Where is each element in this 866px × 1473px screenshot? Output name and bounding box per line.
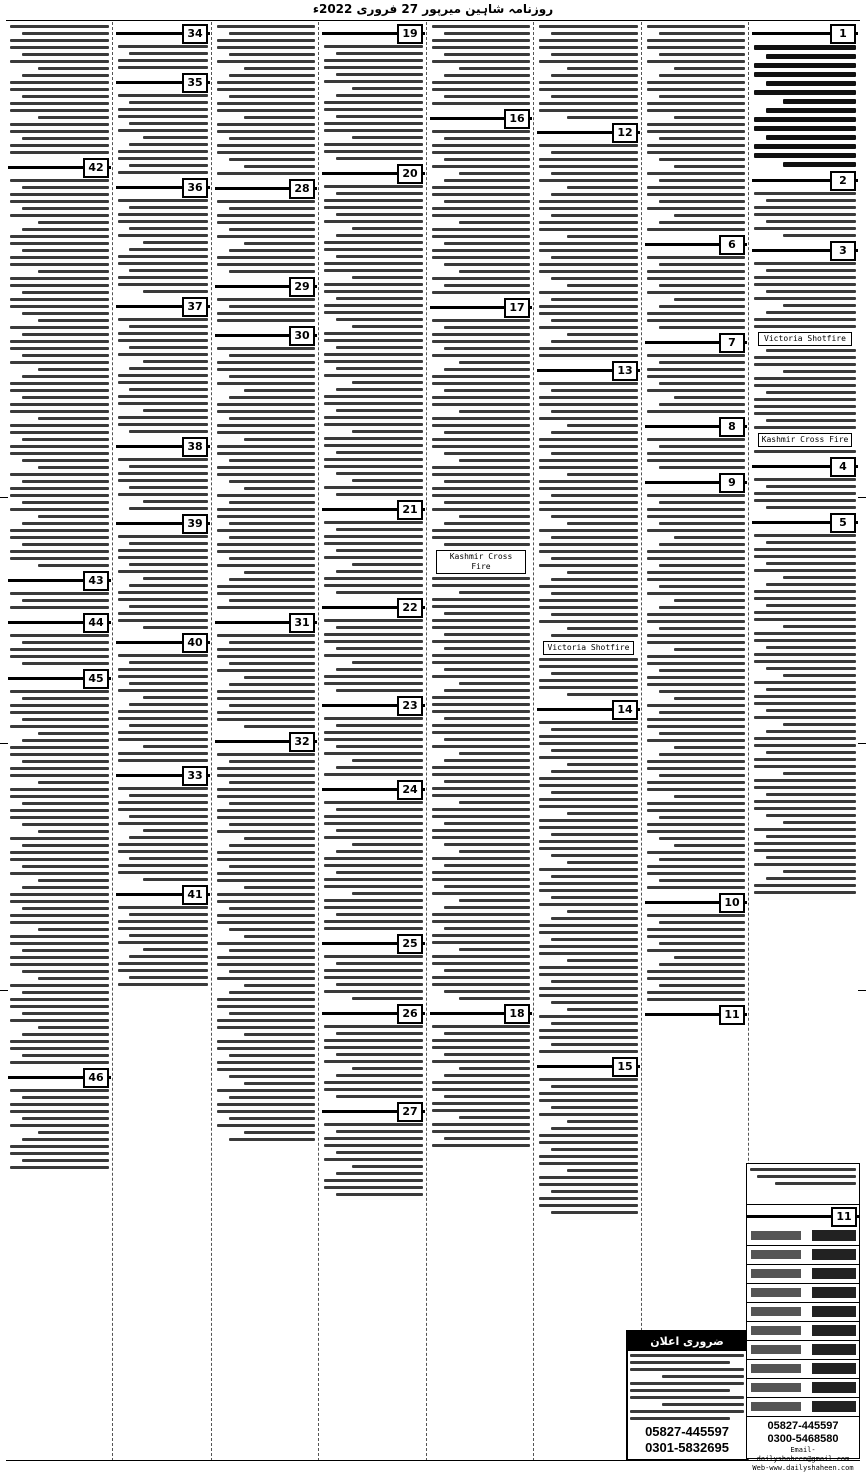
text-column xyxy=(430,22,532,1460)
continuation-marker xyxy=(752,457,858,475)
article-body xyxy=(322,1123,425,1196)
english-inline-text: Victoria Shotfire xyxy=(758,332,852,346)
article-number-badge: 5 xyxy=(830,513,856,533)
news-item xyxy=(215,529,317,609)
article-body xyxy=(645,494,747,553)
article-number-badge: 26 xyxy=(397,1004,423,1024)
article-body xyxy=(322,45,425,160)
article-body xyxy=(116,318,210,433)
continuation-marker xyxy=(215,277,317,295)
article-body xyxy=(430,319,532,469)
article-body xyxy=(8,25,111,154)
article-body xyxy=(8,1089,111,1169)
article-body xyxy=(645,354,747,413)
article-body xyxy=(322,339,425,496)
article-body xyxy=(537,382,640,581)
news-item xyxy=(322,164,425,335)
news-item xyxy=(322,339,425,496)
news-item xyxy=(537,585,640,696)
continuation-marker xyxy=(752,513,858,531)
article-number-badge: 45 xyxy=(83,669,109,689)
article-body xyxy=(645,25,747,231)
article-body xyxy=(430,473,532,636)
article-body xyxy=(215,298,317,322)
text-column xyxy=(645,22,747,1160)
continuation-marker xyxy=(8,571,111,589)
article-number-badge: 18 xyxy=(504,1004,530,1024)
article-number-badge: 10 xyxy=(719,893,745,913)
fold-mark xyxy=(858,497,866,498)
news-item xyxy=(116,73,210,174)
news-item xyxy=(752,513,858,894)
news-item xyxy=(322,696,425,776)
article-number-badge: 6 xyxy=(719,235,745,255)
article-body xyxy=(215,200,317,273)
text-column xyxy=(752,22,858,1160)
news-item xyxy=(116,437,210,510)
news-item xyxy=(322,1102,425,1196)
article-number-badge: 11 xyxy=(719,1005,745,1025)
news-item xyxy=(322,24,425,160)
article-body xyxy=(322,801,425,930)
staff-row xyxy=(747,1227,859,1246)
article-number-badge: 29 xyxy=(289,277,315,297)
continuation-marker xyxy=(215,326,317,344)
article-body xyxy=(8,634,111,665)
continuation-marker xyxy=(322,780,425,798)
article-number-badge: 27 xyxy=(397,1102,423,1122)
staff-email: Email-dailyshaheen@gmail.com xyxy=(756,1446,850,1463)
news-item xyxy=(752,241,858,408)
column-divider xyxy=(211,22,212,1461)
news-item xyxy=(430,25,532,105)
article-body xyxy=(752,262,858,408)
article-body xyxy=(116,535,210,629)
article-body xyxy=(537,1078,640,1214)
text-column xyxy=(537,22,640,1460)
column-divider xyxy=(426,22,427,1461)
news-item xyxy=(8,669,111,1064)
article-number-badge: 12 xyxy=(612,123,638,143)
article-body xyxy=(215,753,317,791)
article-number-badge: 35 xyxy=(182,73,208,93)
news-item xyxy=(215,179,317,273)
article-body xyxy=(116,199,210,293)
column-divider xyxy=(318,22,319,1461)
article-body xyxy=(215,25,317,175)
notice-heading: ضروری اعلان xyxy=(628,1332,746,1351)
news-item xyxy=(116,514,210,629)
article-number-badge: 17 xyxy=(504,298,530,318)
news-item xyxy=(322,934,425,1000)
continuation-marker xyxy=(116,178,210,196)
continuation-marker xyxy=(8,1068,111,1086)
article-number-badge: 32 xyxy=(289,732,315,752)
article-number-badge: 40 xyxy=(182,633,208,653)
notice-phone-2: 0301-5832695 xyxy=(645,1440,729,1455)
english-inline-text: Kashmir Cross Fire xyxy=(436,550,526,574)
article-body xyxy=(322,717,425,776)
notice-text xyxy=(628,1354,746,1420)
continuation-marker xyxy=(537,700,640,718)
article-body xyxy=(537,585,640,696)
continuation-marker xyxy=(645,235,747,253)
article-number-badge: 21 xyxy=(397,500,423,520)
news-item xyxy=(537,361,640,581)
news-item xyxy=(215,25,317,175)
continuation-marker xyxy=(645,893,747,911)
news-item xyxy=(430,298,532,469)
article-body xyxy=(322,955,425,1000)
continuation-marker xyxy=(645,333,747,351)
article-number-badge: 33 xyxy=(182,766,208,786)
article-body xyxy=(752,478,858,509)
article-number-badge: 11 xyxy=(831,1207,857,1227)
news-item xyxy=(645,235,747,329)
news-item xyxy=(116,24,210,69)
article-body xyxy=(537,25,640,119)
article-number-badge: 14 xyxy=(612,700,638,720)
notice-box xyxy=(626,1330,748,1461)
news-item xyxy=(537,1057,640,1214)
news-item xyxy=(430,710,532,1000)
staff-box-header xyxy=(747,1168,859,1205)
article-body xyxy=(116,906,210,986)
article-number-badge: 13 xyxy=(612,361,638,381)
news-item xyxy=(116,885,210,986)
article-number-badge: 38 xyxy=(182,437,208,457)
news-item xyxy=(430,109,532,294)
staff-row xyxy=(747,1265,859,1284)
news-item xyxy=(537,123,640,357)
fold-mark xyxy=(0,497,8,498)
article-body xyxy=(322,1025,425,1098)
article-number-badge: 2 xyxy=(830,171,856,191)
news-item xyxy=(116,766,210,881)
article-number-badge: 16 xyxy=(504,109,530,129)
article-number-badge: 4 xyxy=(830,457,856,477)
article-number-badge: 22 xyxy=(397,598,423,618)
article-number-badge: 37 xyxy=(182,297,208,317)
article-body xyxy=(645,256,747,329)
continuation-marker xyxy=(752,24,858,42)
news-item xyxy=(215,795,317,1141)
article-body xyxy=(537,144,640,357)
article-body xyxy=(430,710,532,1000)
staff-row xyxy=(747,1398,859,1417)
english-inline-text: Victoria Shotfire xyxy=(543,641,634,655)
continuation-marker xyxy=(752,241,858,259)
column-divider xyxy=(641,22,642,1461)
article-number-badge: 42 xyxy=(83,158,109,178)
header-rule xyxy=(6,20,860,21)
article-body xyxy=(752,412,858,453)
continuation-marker xyxy=(537,361,640,379)
continuation-marker xyxy=(322,24,425,42)
article-number-badge: 25 xyxy=(397,934,423,954)
continuation-marker xyxy=(430,1004,532,1022)
news-item xyxy=(215,277,317,322)
continuation-marker xyxy=(537,123,640,141)
continuation-marker xyxy=(322,696,425,714)
article-body xyxy=(116,94,210,174)
news-item xyxy=(645,333,747,413)
article-number-badge: 36 xyxy=(182,178,208,198)
news-item xyxy=(116,297,210,433)
article-body xyxy=(8,690,111,1064)
news-item xyxy=(537,25,640,119)
continuation-marker xyxy=(322,164,425,182)
continuation-marker xyxy=(116,73,210,91)
news-item xyxy=(322,1004,425,1098)
news-item xyxy=(752,171,858,237)
continuation-marker xyxy=(645,1005,747,1023)
news-item xyxy=(752,24,858,167)
news-item xyxy=(215,613,317,728)
news-item xyxy=(752,457,858,509)
article-body xyxy=(116,45,210,69)
article-body xyxy=(8,592,111,609)
article-body xyxy=(430,25,532,105)
continuation-marker xyxy=(116,24,210,42)
continuation-marker xyxy=(645,473,747,491)
article-body xyxy=(537,721,640,1053)
article-body xyxy=(645,557,747,889)
news-item xyxy=(430,1004,532,1147)
staff-row xyxy=(747,1360,859,1379)
news-item xyxy=(8,613,111,665)
article-number-badge: 7 xyxy=(719,333,745,353)
column-divider xyxy=(533,22,534,1461)
news-item xyxy=(537,700,640,1053)
continuation-marker xyxy=(537,1057,640,1075)
news-item xyxy=(8,571,111,609)
text-column xyxy=(215,22,317,1460)
staff-row xyxy=(747,1246,859,1265)
english-inline-text: Kashmir Cross Fire xyxy=(758,433,852,447)
text-column xyxy=(322,22,425,1460)
fold-mark xyxy=(858,743,866,744)
article-number-badge: 46 xyxy=(83,1068,109,1088)
text-column xyxy=(8,22,111,1460)
news-item xyxy=(8,25,111,154)
continuation-marker xyxy=(116,766,210,784)
news-item xyxy=(645,417,747,469)
continuation-marker xyxy=(752,171,858,189)
staff-row xyxy=(747,1284,859,1303)
article-body xyxy=(752,192,858,237)
continuation-marker xyxy=(430,109,532,127)
article-body xyxy=(116,787,210,881)
article-body xyxy=(645,438,747,469)
continuation-marker xyxy=(322,1004,425,1022)
article-number-badge: 41 xyxy=(182,885,208,905)
news-item xyxy=(215,326,317,525)
article-number-badge: 23 xyxy=(397,696,423,716)
article-body xyxy=(215,795,317,1141)
article-number-badge: 1 xyxy=(830,24,856,44)
article-number-badge: 43 xyxy=(83,571,109,591)
news-item xyxy=(215,732,317,791)
continuation-marker xyxy=(215,732,317,750)
continuation-marker xyxy=(215,613,317,631)
continuation-marker xyxy=(322,500,425,518)
continuation-marker xyxy=(116,885,210,903)
staff-box xyxy=(746,1163,860,1472)
masthead-title: روزنامہ شاہین میرپور 27 فروری 2022ء xyxy=(312,2,554,16)
staff-row xyxy=(747,1341,859,1360)
article-number-badge: 44 xyxy=(83,613,109,633)
news-item xyxy=(116,178,210,293)
continuation-marker xyxy=(8,613,111,631)
page-header xyxy=(0,0,866,22)
article-body xyxy=(752,45,858,167)
continuation-marker xyxy=(8,669,111,687)
staff-row xyxy=(747,1303,859,1322)
staff-row xyxy=(747,1379,859,1398)
article-body xyxy=(215,634,317,728)
news-item xyxy=(8,1068,111,1169)
article-number-badge: 39 xyxy=(182,514,208,534)
article-number-badge: 9 xyxy=(719,473,745,493)
staff-row xyxy=(747,1322,859,1341)
article-number-badge: 20 xyxy=(397,164,423,184)
article-number-badge: 3 xyxy=(830,241,856,261)
news-item xyxy=(645,473,747,553)
article-number-badge: 28 xyxy=(289,179,315,199)
article-body xyxy=(430,1025,532,1147)
column-divider xyxy=(112,22,113,1461)
staff-website: Web-www.dailyshaheen.com xyxy=(752,1464,854,1472)
article-body xyxy=(645,914,747,1001)
news-item xyxy=(322,780,425,930)
continuation-marker xyxy=(322,598,425,616)
continuation-marker xyxy=(215,179,317,197)
continuation-marker xyxy=(8,158,111,176)
notice-phone-1: 05827-445597 xyxy=(645,1424,729,1439)
article-number-badge: 8 xyxy=(719,417,745,437)
article-number-badge: 19 xyxy=(397,24,423,44)
news-item xyxy=(322,500,425,594)
text-column xyxy=(116,22,210,1460)
article-body xyxy=(752,534,858,894)
article-body xyxy=(116,654,210,762)
continuation-marker xyxy=(116,633,210,651)
article-body xyxy=(322,185,425,335)
article-body xyxy=(430,130,532,294)
news-item xyxy=(752,412,858,453)
news-item xyxy=(645,893,747,1001)
article-number-badge: 31 xyxy=(289,613,315,633)
article-body xyxy=(8,179,111,567)
news-item xyxy=(8,158,111,567)
staff-phone-2: 0300-5468580 xyxy=(767,1433,839,1445)
article-number-badge: 30 xyxy=(289,326,315,346)
staff-badge-row xyxy=(747,1207,859,1225)
page-footer-rule xyxy=(6,1460,860,1467)
article-number-badge: 34 xyxy=(182,24,208,44)
continuation-marker xyxy=(116,437,210,455)
news-item xyxy=(116,633,210,762)
continuation-marker xyxy=(430,298,532,316)
news-item xyxy=(645,557,747,889)
continuation-marker xyxy=(322,1102,425,1120)
continuation-marker xyxy=(322,934,425,952)
article-number-badge: 24 xyxy=(397,780,423,800)
staff-phone-1: 05827-445597 xyxy=(767,1420,839,1432)
continuation-marker xyxy=(116,297,210,315)
article-body xyxy=(215,347,317,525)
continuation-marker xyxy=(116,514,210,532)
news-item xyxy=(430,473,532,636)
fold-mark xyxy=(0,990,8,991)
article-body xyxy=(322,619,425,692)
fold-mark xyxy=(858,990,866,991)
fold-mark xyxy=(0,743,8,744)
article-number-badge: 15 xyxy=(612,1057,638,1077)
article-body xyxy=(215,529,317,609)
article-body xyxy=(116,458,210,510)
news-item xyxy=(322,598,425,692)
article-body xyxy=(430,640,532,706)
article-body xyxy=(322,521,425,594)
continuation-marker xyxy=(645,417,747,435)
news-item xyxy=(645,1005,747,1023)
news-item xyxy=(430,640,532,706)
news-item xyxy=(645,25,747,231)
